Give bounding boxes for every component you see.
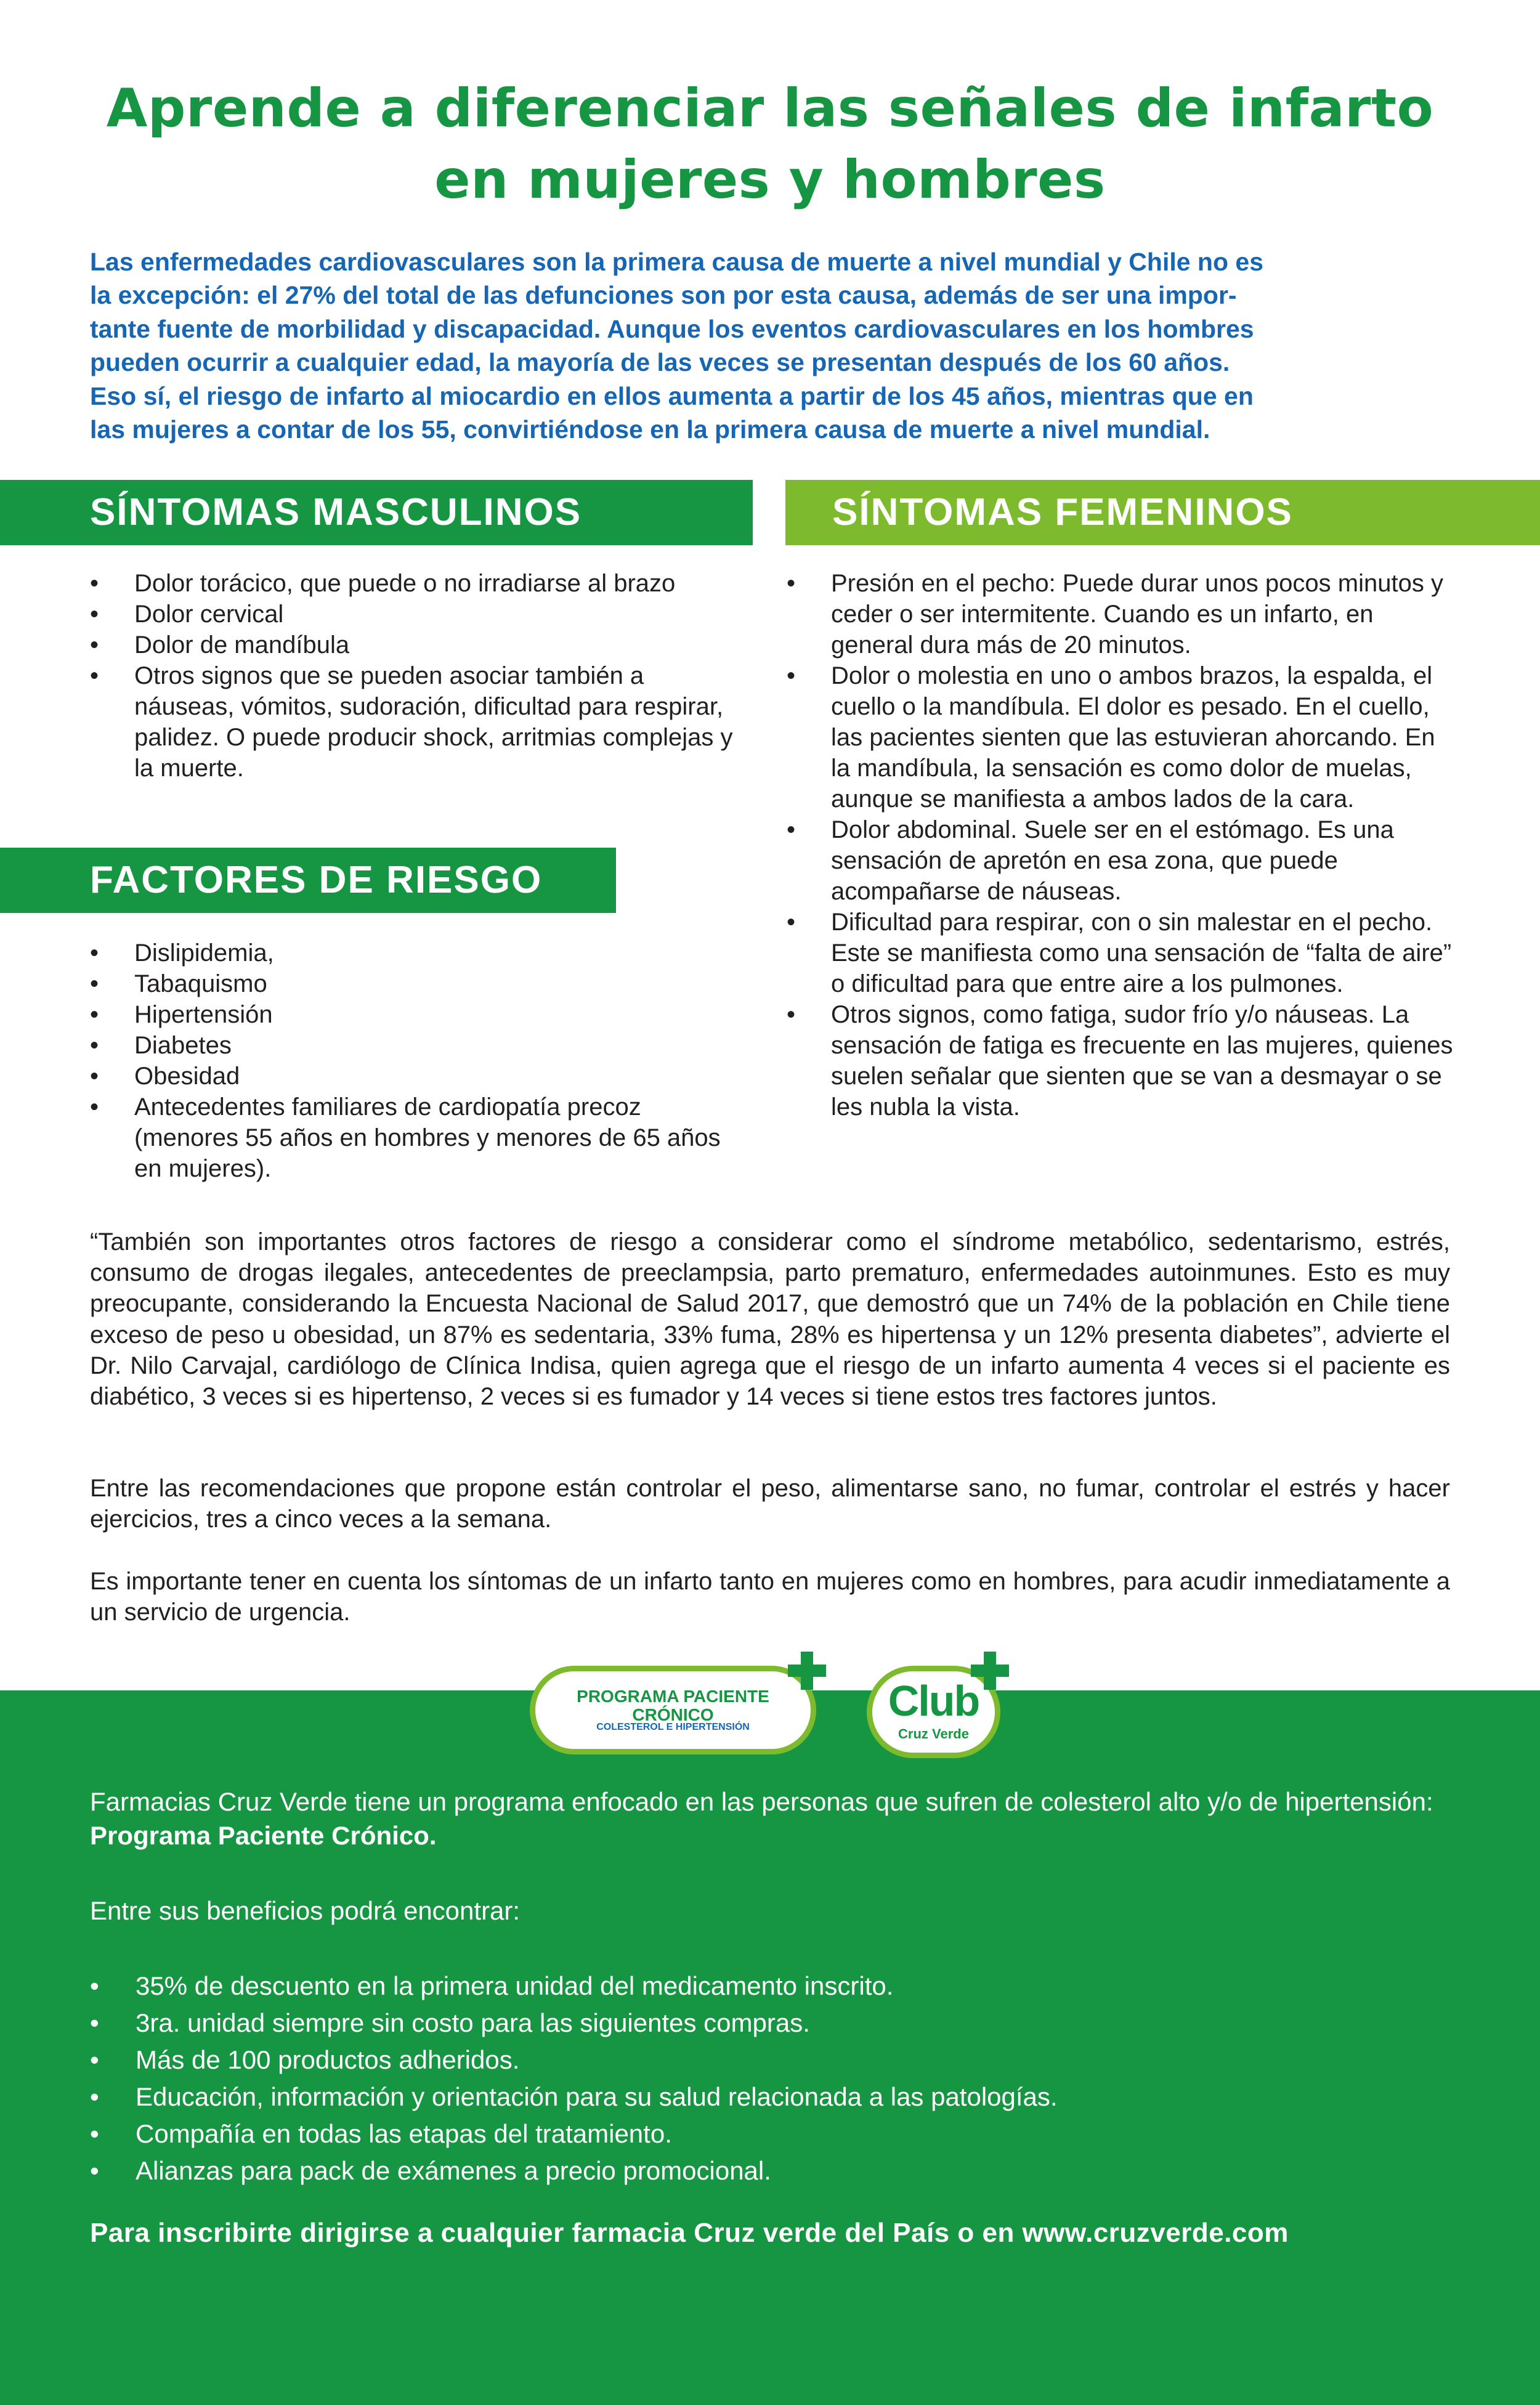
intro-paragraph (90, 245, 1459, 446)
list-item: • Obesidad (90, 1061, 743, 1092)
list-item: • Dolor torácico, que puede o no irradiarse al brazo (90, 568, 743, 599)
intro-line: pueden ocurrir a cualquier edad, la mayoría de las veces se presentan después de los 60 años. (90, 348, 1230, 377)
list-item: • Alianzas para pack de exámenes a precio promocional. (90, 2152, 1457, 2189)
list-item: • Dislipidemia, (90, 938, 743, 968)
programa-paciente-cronico-logo (530, 1666, 816, 1754)
list-item: • Diabetes (90, 1030, 743, 1061)
intro-line: tante fuente de morbilidad y discapacidad. Aunque los eventos cardiovasculares en los hombres (90, 314, 1254, 343)
list-item: • Presión en el pecho: Puede durar unos pocos minutos y ceder o ser intermitente. Cuando es un infarto, en general dura más de 20 minutos. (787, 568, 1458, 660)
logo-club-text: Club (888, 1677, 979, 1725)
list-item: • Otros signos, como fatiga, sudor frío y/o náuseas. La sensación de fatiga es frecuente en las mujeres, quienes suelen señalar que sienten que se van a desmayar o se les nubla la vista. (787, 999, 1458, 1122)
riesgo-list (90, 938, 743, 1184)
intro-line: Las enfermedades cardiovasculares son la primera causa de muerte a nivel mundial y Chile no es (90, 248, 1264, 276)
list-item: • Dolor o molestia en uno o ambos brazos, la espalda, el cuello o la mandíbula. El dolor es pesado. En el cuello, las pacientes sienten que las estuvieran ahorcando. En la mandíbula, la sensación es como dolor de muelas, aunque se manifiesta a ambos lados de la cara. (787, 660, 1458, 814)
list-item: • Antecedentes familiares de cardiopatía precoz (menores 55 años en hombres y menores de 65 años en mujeres). (90, 1092, 743, 1184)
intro-line: las mujeres a contar de los 55, convirtiéndose en la primera causa de muerte a nivel mundial. (90, 415, 1210, 444)
footer-program-paragraph: Farmacias Cruz Verde tiene un programa enfocado en las personas que sufren de colesterol alto y/o de hipertensión: Programa Paciente Crónico. (90, 1787, 1433, 1850)
list-item: • Hipertensión (90, 999, 743, 1030)
section-heading-masculinos: SÍNTOMAS MASCULINOS (0, 480, 753, 545)
logo-programa-title: PROGRAMA PACIENTE CRÓNICO (577, 1687, 769, 1724)
title-line-1: Aprende a diferenciar las señales de infarto (106, 78, 1434, 139)
benefits-list (90, 1968, 1457, 2189)
list-item: • Compañía en todas las etapas del tratamiento. (90, 2115, 1457, 2152)
list-item: • 3ra. unidad siempre sin costo para las siguientes compras. (90, 2005, 1457, 2042)
section-heading-riesgo: FACTORES DE RIESGO (0, 848, 616, 913)
list-item: • Educación, información y orientación para su salud relacionada a las patologías. (90, 2079, 1457, 2115)
footer-benefits-intro: Entre sus beneficios podrá encontrar: (90, 1896, 521, 1925)
list-item: • Otros signos que se pueden asociar también a náuseas, vómitos, sudoración, dificultad para respirar, palidez. O puede producir shock, arritmias complejas y la muerte. (90, 660, 743, 784)
list-item: • Dolor cervical (90, 599, 743, 630)
title-line-2: en mujeres y hombres (434, 149, 1106, 211)
list-item: • Dolor abdominal. Suele ser en el estómago. Es una sensación de apretón en esa zona, que puede acompañarse de náuseas. (787, 814, 1458, 907)
list-item: • Dificultad para respirar, con o sin malestar en el pecho. Este se manifiesta como una sensación de “falta de aire” o dificultad para que entre aire a los pulmones. (787, 907, 1458, 999)
intro-line: la excepción: el 27% del total de las defunciones son por esta causa, además de ser una impor- (90, 281, 1237, 310)
footer-call-to-action: Para inscribirte dirigirse a cualquier farmacia Cruz verde del País o en www.cruzverde.com (90, 2218, 1289, 2248)
logo-programa-subtitle: COLESTEROL E HIPERTENSIÓN (596, 1722, 750, 1732)
section-heading-femeninos: SÍNTOMAS FEMENINOS (785, 480, 1540, 545)
program-name: Programa Paciente Crónico. (90, 1821, 437, 1850)
page-title (62, 73, 1478, 216)
club-cruz-verde-logo (867, 1666, 1000, 1758)
plus-icon (788, 1665, 826, 1677)
masculinos-list (90, 568, 743, 784)
body-paragraph-quote: “También son importantes otros factores de riesgo a considerar como el síndrome metabólico, sedentarismo, estrés, consumo de drogas ilegales, antecedentes de preeclampsia, parto prematuro, enfermedades autoinmunes. Esto es muy preocupante, considerando la Encuesta Nacional de Salud 2017, que demostró que un 74% de la población en Chile tiene exceso de peso u obesidad, un 87% es sedentaria, 33% fuma, 28% es hipertensa y un 12% presenta diabetes”, advierte el Dr. Nilo Carvajal, cardiólogo de Clínica Indisa, quien agrega que el riesgo de un infarto aumenta 4 veces si el paciente es diabético, 3 veces si es hipertenso, 2 veces si es fumador y 14 veces si tiene estos tres factores juntos. (90, 1228, 1450, 1411)
plus-icon (971, 1665, 1009, 1677)
list-item: • Tabaquismo (90, 968, 743, 999)
femeninos-list (787, 568, 1458, 1122)
body-paragraph-recommendations: Entre las recomendaciones que propone están controlar el peso, alimentarse sano, no fumar, controlar el estrés y hacer ejercicios, tres a cinco veces a la semana. (90, 1475, 1450, 1533)
list-item: • Más de 100 productos adheridos. (90, 2042, 1457, 2079)
list-item: • Dolor de mandíbula (90, 630, 743, 660)
logo-club-subtext: Cruz Verde (898, 1726, 969, 1742)
body-paragraph-closing: Es importante tener en cuenta los síntomas de un infarto tanto en mujeres como en hombres, para acudir inmediatamente a un servicio de urgencia. (90, 1568, 1450, 1626)
list-item: • 35% de descuento en la primera unidad del medicamento inscrito. (90, 1968, 1457, 2005)
intro-line: Eso sí, el riesgo de infarto al miocardio en ellos aumenta a partir de los 45 años, mientras que en (90, 381, 1254, 410)
